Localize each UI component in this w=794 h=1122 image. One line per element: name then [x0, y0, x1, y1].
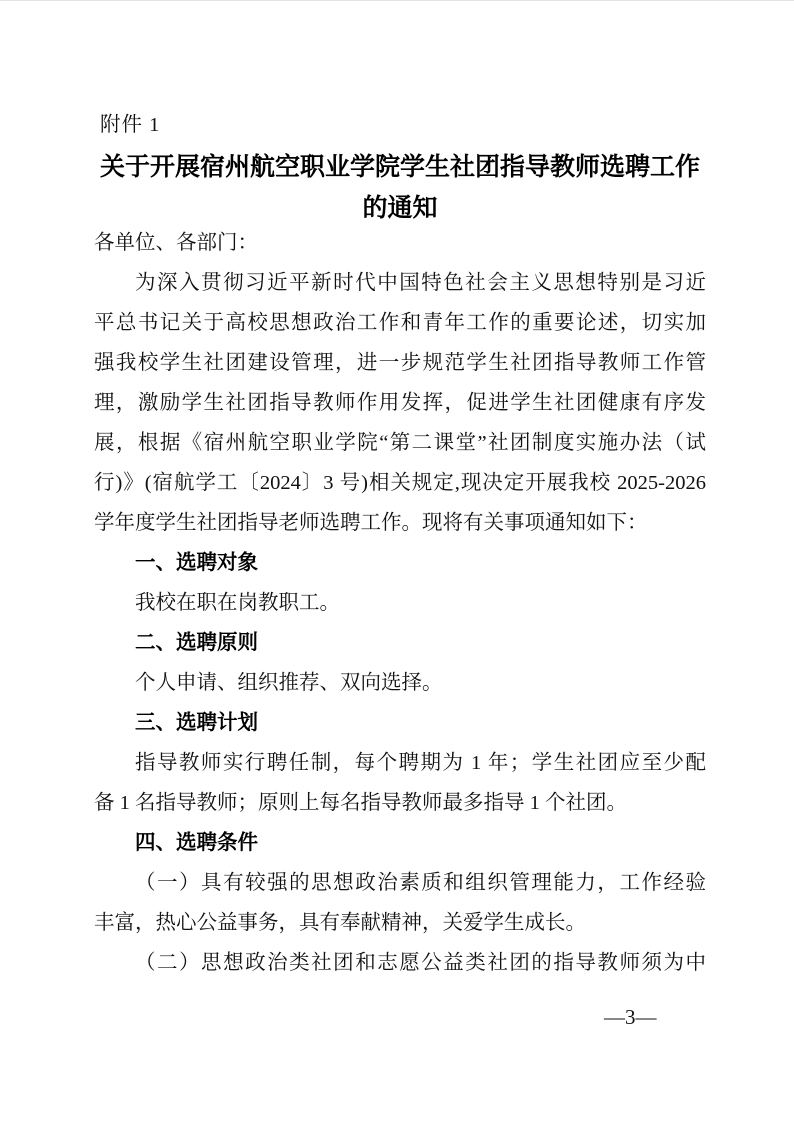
salutation: 各单位、各部门：: [94, 232, 258, 254]
doc-title-line-2: 的通知: [362, 195, 438, 222]
doc-title-line-1: 关于开展宿州航空职业学院学生社团指导教师选聘工作: [99, 154, 700, 181]
body-line: 我校在职在岗教职工。: [135, 592, 340, 614]
body-line: 备 1 名指导教师；原则上每名指导教师最多指导 1 个社团。: [94, 792, 627, 814]
section-heading-3: 三、选聘计划: [135, 712, 258, 734]
section-heading-2: 二、选聘原则: [135, 632, 258, 654]
intro-line: 理，激励学生社团指导教师作用发挥，促进学生社团健康有序发: [94, 392, 706, 414]
body-line: 指导教师实行聘任制，每个聘期为 1 年；学生社团应至少配: [135, 752, 706, 774]
intro-line: 学年度学生社团指导老师选聘工作。现将有关事项通知如下：: [94, 512, 648, 534]
body-line: 个人申请、组织推荐、双向选择。: [135, 672, 443, 694]
intro-line: 行)》(宿航学工〔2024〕3 号)相关规定,现决定开展我校 2025-2026: [94, 472, 706, 494]
body-line: （一）具有较强的思想政治素质和组织管理能力，工作经验: [135, 872, 706, 894]
attachment-label: 附件 1: [100, 114, 161, 136]
section-heading-1: 一、选聘对象: [135, 552, 258, 574]
intro-line: 强我校学生社团建设管理，进一步规范学生社团指导教师工作管: [94, 352, 706, 374]
section-heading-4: 四、选聘条件: [135, 832, 258, 854]
intro-line: 平总书记关于高校思想政治工作和青年工作的重要论述，切实加: [94, 312, 706, 334]
body-line: （二）思想政治类社团和志愿公益类社团的指导教师须为中: [135, 952, 706, 974]
page-number: —3—: [604, 1005, 657, 1029]
intro-line: 为深入贯彻习近平新时代中国特色社会主义思想特别是习近: [135, 272, 706, 294]
body-line: 丰富，热心公益事务，具有奉献精神，关爱学生成长。: [94, 912, 586, 934]
doc-body: [94, 223, 706, 983]
intro-line: 展，根据《宿州航空职业学院“第二课堂”社团制度实施办法（试: [94, 432, 706, 454]
doc-title: [94, 147, 706, 229]
